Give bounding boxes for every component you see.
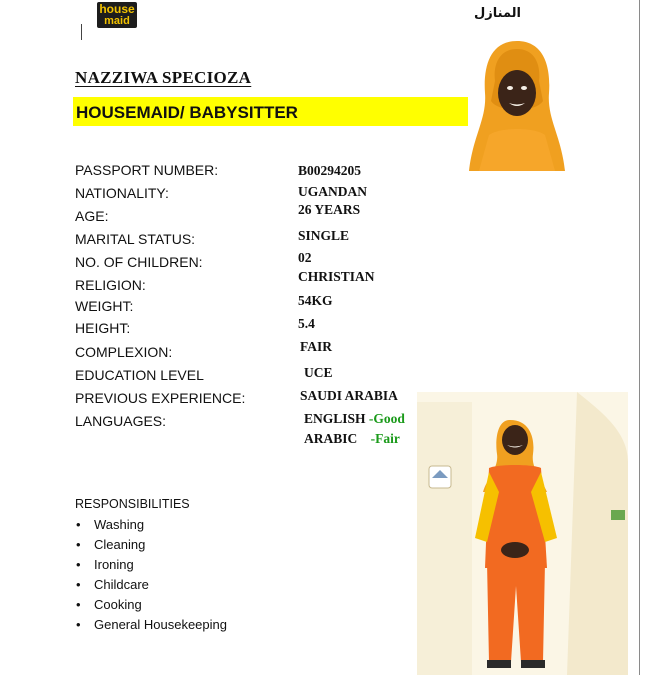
- logo-text-bottom: maid: [104, 15, 130, 27]
- text-cursor: [81, 24, 82, 40]
- passport-number-label: PASSPORT NUMBER:: [75, 162, 219, 178]
- responsibilities-list: [75, 517, 227, 637]
- arabic-header-text: المنازل: [474, 6, 522, 21]
- language-name: ENGLISH: [304, 411, 366, 426]
- age-label: AGE:: [75, 208, 109, 224]
- language-english: [304, 411, 405, 427]
- weight-value: 54KG: [298, 293, 333, 308]
- education-level-value: UCE: [304, 365, 333, 380]
- previous-experience-label: PREVIOUS EXPERIENCE:: [75, 390, 246, 406]
- religion-value: CHRISTIAN: [298, 269, 375, 284]
- nationality-value: UGANDAN: [298, 184, 367, 199]
- list-item: • Childcare: [75, 577, 227, 597]
- marital-status-label: MARITAL STATUS:: [75, 231, 196, 247]
- full-body-photo: [417, 392, 628, 675]
- company-logo: [97, 2, 137, 28]
- weight-label: WEIGHT:: [75, 298, 134, 314]
- passport-number-value: B00294205: [298, 163, 362, 178]
- list-item: • Cleaning: [75, 537, 227, 557]
- list-item: • Cooking: [75, 597, 227, 617]
- age-value: 26 YEARS: [298, 202, 361, 217]
- portrait-photo: [469, 35, 565, 171]
- nationality-label: NATIONALITY:: [75, 185, 169, 201]
- children-value: 02: [298, 250, 312, 265]
- language-level: -Fair: [370, 431, 400, 446]
- religion-label: RELIGION:: [75, 277, 146, 293]
- language-arabic: [304, 431, 400, 447]
- responsibilities-title: RESPONSIBILITIES: [75, 497, 190, 511]
- previous-experience-value: SAUDI ARABIA: [300, 388, 398, 403]
- complexion-label: COMPLEXION:: [75, 344, 173, 360]
- logo-text-top: house: [99, 2, 135, 16]
- position-banner: [73, 97, 468, 126]
- position-title: HOUSEMAID/ BABYSITTER: [76, 103, 298, 122]
- language-level: -Good: [368, 411, 405, 426]
- education-level-label: EDUCATION LEVEL: [75, 367, 204, 383]
- candidate-name: NAZZIWA SPECIOZA: [75, 68, 252, 87]
- list-item: • General Housekeeping: [75, 617, 227, 637]
- marital-status-value: SINGLE: [298, 228, 350, 243]
- height-value: 5.4: [298, 316, 315, 331]
- list-item: • Ironing: [75, 557, 227, 577]
- language-name: ARABIC: [304, 431, 358, 446]
- complexion-value: FAIR: [300, 339, 332, 354]
- page-edge: [639, 0, 640, 675]
- languages-label: LANGUAGES:: [75, 413, 167, 429]
- list-item: • Washing: [75, 517, 227, 537]
- height-label: HEIGHT:: [75, 320, 131, 336]
- children-label: NO. OF CHILDREN:: [75, 254, 203, 270]
